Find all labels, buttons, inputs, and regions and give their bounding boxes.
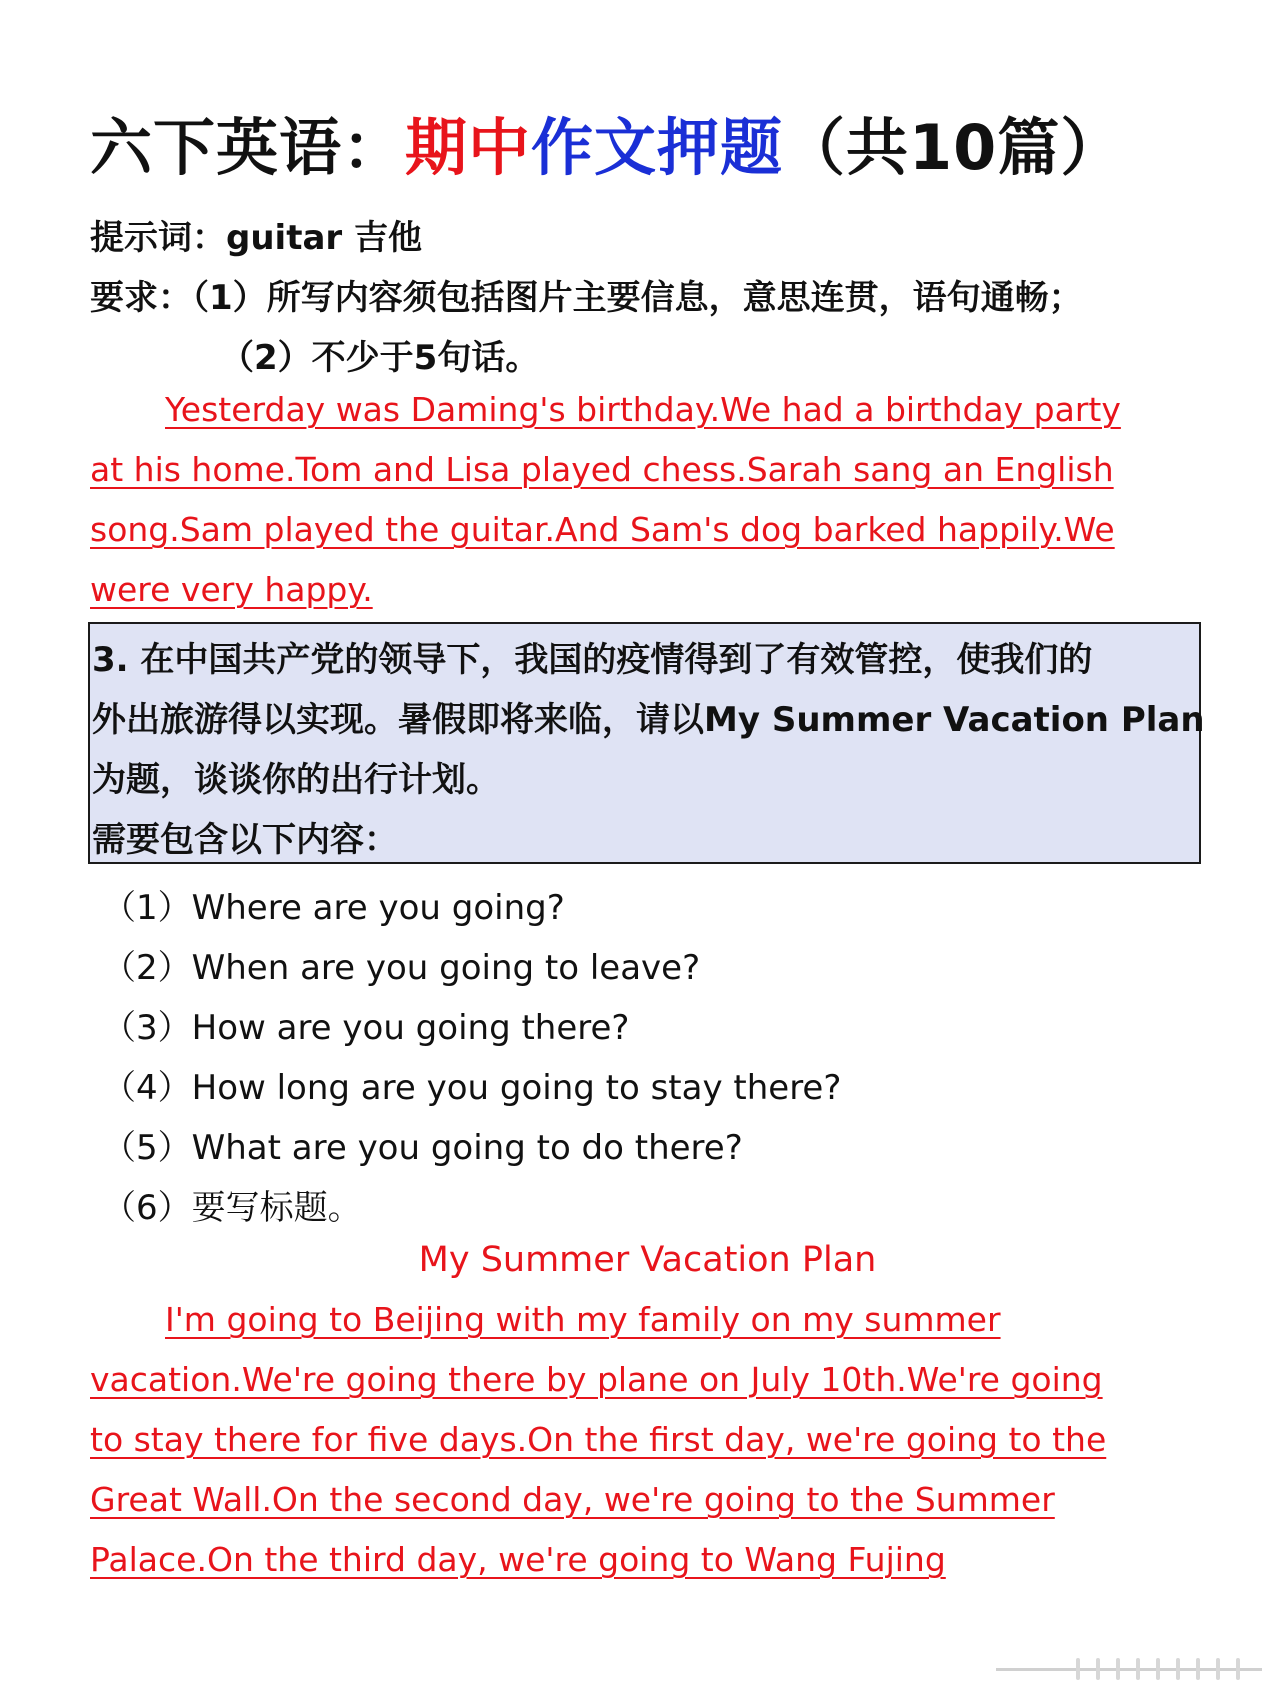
essay2-line-2: vacation.We're going there by plane on July 10th.We're going (90, 1360, 1103, 1399)
scroll-tick (1156, 1658, 1160, 1680)
task3-box (88, 622, 1205, 864)
question-4: （4）How long are you going to stay there? (102, 1068, 842, 1108)
requirement-line-2: （2）不少于5句话。 (220, 338, 540, 378)
scroll-tick (1096, 1658, 1100, 1680)
essay2-title: My Summer Vacation Plan (418, 1240, 877, 1280)
title-part-2: 期中 (405, 111, 532, 184)
scroll-track (996, 1668, 1262, 1671)
essay1-line-1: Yesterday was Daming's birthday.We had a birthday party (165, 390, 1121, 429)
essay2-line-4: Great Wall.On the second day, we're going to the Summer (90, 1480, 1055, 1519)
essay2-line-3: to stay there for five days.On the first day, we're going to the (90, 1420, 1107, 1459)
question-5: （5）What are you going to do there? (102, 1128, 743, 1168)
question-6: （6）要写标题。 (102, 1188, 362, 1228)
requirement-line-1: 要求：（1）所写内容须包括图片主要信息，意思连贯，语句通畅； (90, 278, 1083, 318)
title-part-1: 六下英语： (90, 111, 406, 184)
scroll-tick (1076, 1658, 1080, 1680)
scroll-tick (1176, 1658, 1180, 1680)
scroll-tick (1216, 1658, 1220, 1680)
scroll-tick (1136, 1658, 1140, 1680)
task3-line-1: 3. 在中国共产党的领导下，我国的疫情得到了有效管控，使我们的 (92, 640, 1093, 680)
page-scroll-indicator[interactable] (996, 1656, 1262, 1682)
essay2-line-1: I'm going to Beijing with my family on my summer (165, 1300, 1001, 1339)
page-title (90, 98, 1123, 187)
scroll-tick (1116, 1658, 1120, 1680)
task3-line-2: 外出旅游得以实现。暑假即将来临，请以My Summer Vacation Plan (92, 700, 1205, 740)
title-part-3: 作文押题 (531, 111, 784, 184)
essay1-line-2: at his home.Tom and Lisa played chess.Sarah sang an English (90, 450, 1114, 489)
task3-line-3: 为题，谈谈你的出行计划。 (92, 760, 500, 800)
scroll-tick (1236, 1658, 1240, 1680)
essay2-line-5: Palace.On the third day, we're going to Wang Fujing (90, 1540, 946, 1579)
question-2: （2）When are you going to leave? (102, 948, 701, 988)
scroll-tick (1196, 1658, 1200, 1680)
essay1-line-4: were very happy. (90, 570, 373, 609)
task3-line-4: 需要包含以下内容： (92, 820, 398, 860)
hint-line: 提示词：guitar 吉他 (90, 218, 422, 258)
question-3: （3）How are you going there? (102, 1008, 630, 1048)
question-1: （1）Where are you going? (102, 888, 565, 928)
essay1-line-3: song.Sam played the guitar.And Sam's dog barked happily.We (90, 510, 1115, 549)
title-part-4: （共10篇） (783, 111, 1124, 184)
